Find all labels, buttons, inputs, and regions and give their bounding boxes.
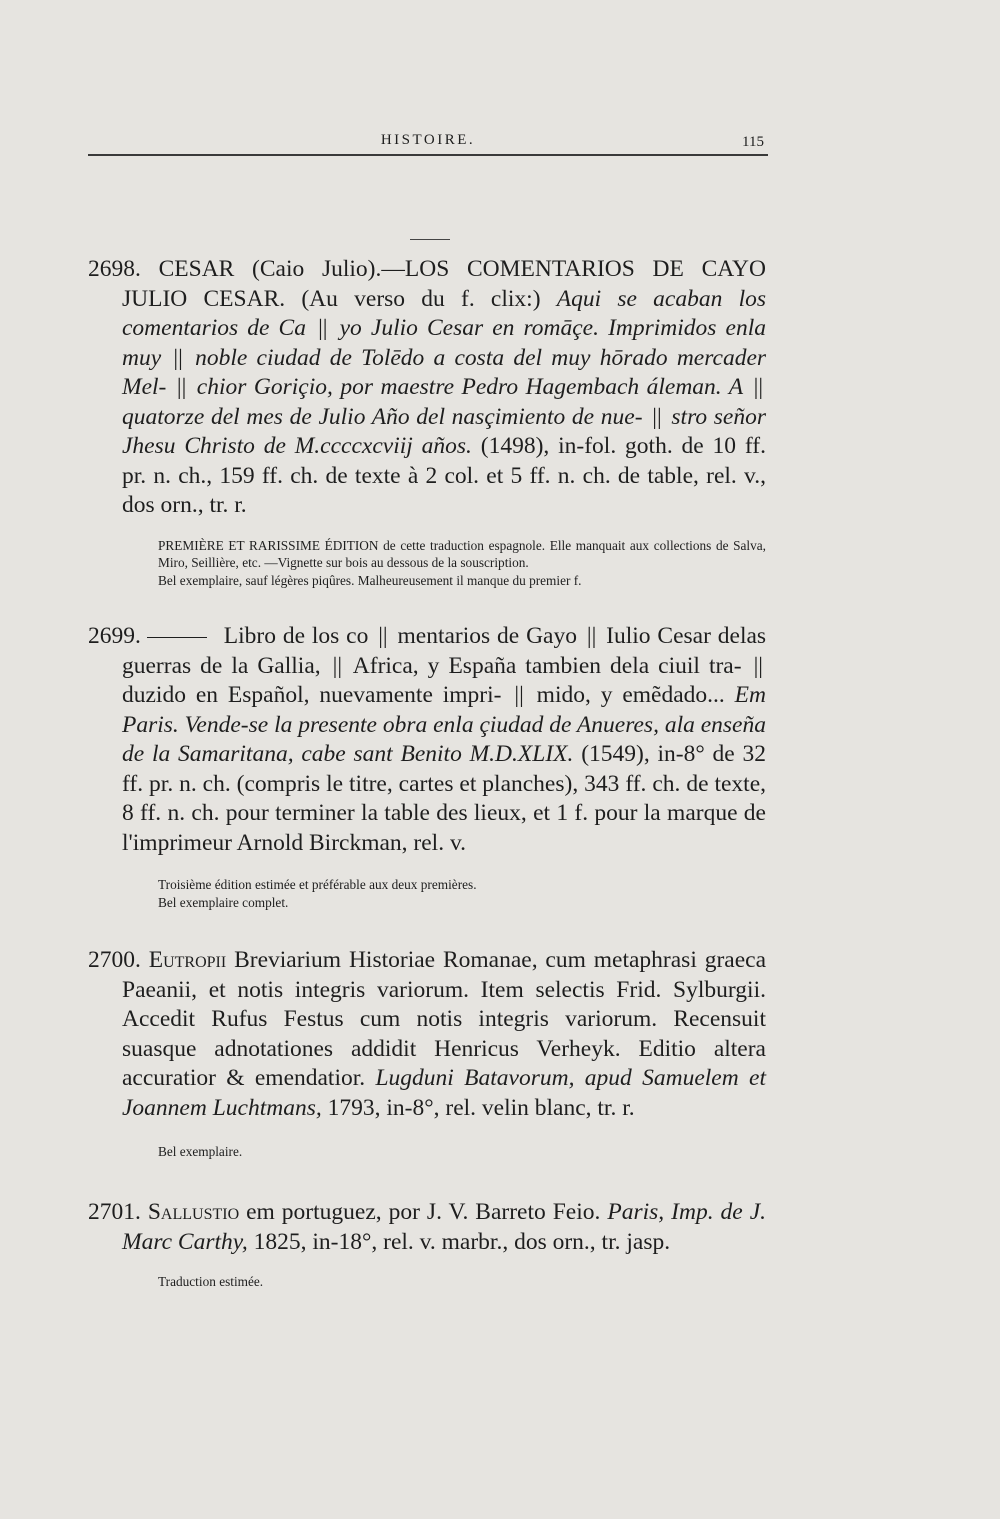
- line-separator: ||: [586, 623, 597, 649]
- colophon-italic: stro señor Jhesu Christo de M.ccccxcviij años.: [122, 403, 767, 459]
- line-separator: ||: [378, 623, 388, 649]
- entry-number: 2701.: [88, 1199, 141, 1225]
- colophon-italic: yo Julio Cesar en romāçe. Imprimidos enla muy: [122, 315, 767, 371]
- entry-title: LOS COMENTARIOS DE CAYO JULIO CESAR.: [122, 256, 767, 312]
- verso-note: (Au verso du f. clix:): [301, 285, 541, 312]
- colophon-italic: quatorze del mes de Julio Año del nasçimiento de nue-: [122, 403, 643, 430]
- imprint-italic: Em Paris. Vende-se la presente obra enla çiudad de Anueres, ala enseña de la Samaritana, cabe sant Benito M.D.XLIX.: [122, 682, 766, 767]
- note-line: Bel exemplaire complet.: [158, 894, 289, 910]
- section-divider: [410, 239, 450, 240]
- title-part: Libro de los co: [223, 623, 369, 649]
- note-line: PREMIÈRE ET RARISSIME ÉDITION de cette traduction espagnole. Elle manquait aux collections de Salva, Miro, Seillière, etc. —Vignette sur bois au dessous de la souscription.: [158, 537, 766, 570]
- note-line: Traduction estimée.: [158, 1274, 264, 1289]
- note-line: Bel exemplaire, sauf légères piqûres. Malheureusement il manque du premier f.: [158, 572, 582, 588]
- colophon-italic: noble ciudad de Tolēdo a costa del muy hōrado mercader Mel-: [122, 344, 767, 400]
- catalog-entry-2699: [88, 622, 767, 911]
- line-separator: ||: [753, 374, 764, 400]
- entry-author: CESAR (Caio Julio).: [158, 256, 382, 282]
- line-separator: ||: [173, 344, 183, 371]
- entry-title: Breviarium Historiae Romanae, cum metaphrasi graeca Paeanii, et notis integris variorum. Item selectis Frid. Sylburgii. Accedit Rufus Festus cum notis integris variorum. Recensuit suasque adnotationes addidit Henricus Verheyk. Editio altera accuratior & emendatior.: [122, 947, 766, 1091]
- line-separator: ||: [332, 652, 343, 679]
- title-part: Iulio Cesar delas guerras de la Gallia,: [122, 623, 767, 679]
- page-number: 115: [742, 134, 764, 150]
- catalog-entry-2698: [88, 255, 767, 589]
- note-line: Troisième édition estimée et préférable aux deux premières.: [158, 877, 477, 892]
- entry-number: 2699.: [88, 623, 141, 649]
- imprint-italic: Paris, Imp. de J. Marc Carthy,: [122, 1199, 767, 1255]
- running-head-title: HISTOIRE.: [380, 132, 476, 148]
- entry-author: Sallustio: [147, 1199, 240, 1225]
- collation: (1498), in-fol. goth. de 10 ff. pr. n. ch., 159 ff. ch. de texte à 2 col. et 5 ff. n. ch. de table, rel. v., dos orn., tr. r.: [122, 433, 767, 518]
- collation: (1549), in-8° de 32 ff. pr. n. ch. (compris le titre, cartes et planches), 343 ff. ch. de texte, 8 ff. n. ch. pour terminer la table des lieux, et 1 f. pour la marque de l'imprimeur Arnold Birckman, rel. v.: [122, 741, 767, 856]
- line-separator: ||: [514, 682, 524, 708]
- entry-text: [88, 1198, 767, 1257]
- imprint-italic: Lugduni Batavorum, apud Samuelem et Joannem Luchtmans,: [122, 1065, 766, 1121]
- entry-notes: [122, 537, 766, 590]
- header-rule: [88, 154, 768, 156]
- line-separator: ||: [176, 374, 187, 400]
- entry-number: 2698.: [88, 256, 141, 282]
- note-line: Bel exemplaire.: [158, 1144, 243, 1159]
- em-dash: —: [381, 256, 405, 282]
- entry-text: [88, 946, 766, 1123]
- entry-text: [88, 255, 767, 521]
- collation: 1793, in-8°, rel. velin blanc, tr. r.: [327, 1094, 635, 1121]
- title-part: mido, y emẽdado...: [536, 682, 725, 708]
- line-separator: ||: [652, 403, 662, 430]
- collation: 1825, in-18°, rel. v. marbr., dos orn., tr. jasp.: [253, 1228, 671, 1255]
- entry-notes: [122, 1143, 766, 1161]
- entry-author: Eutropii: [148, 947, 227, 973]
- title-part: duzido en Español, nuevamente impri-: [122, 682, 502, 708]
- colophon-italic: Aqui se acaban los comentarios de Ca: [122, 285, 766, 341]
- ditto-rule: [147, 637, 207, 638]
- entry-notes: [122, 876, 766, 911]
- catalog-entry-2700: [88, 946, 766, 1161]
- title-part: Africa, y España tambien dela ciuil tra-: [352, 652, 742, 679]
- line-separator: ||: [318, 315, 328, 341]
- entry-number: 2700.: [88, 947, 141, 973]
- entry-text: [88, 622, 767, 858]
- title-part: mentarios de Gayo: [397, 623, 577, 649]
- catalog-entry-2701: [88, 1198, 767, 1291]
- entry-title: em portuguez, por J. V. Barreto Feio.: [246, 1199, 601, 1225]
- entry-notes: [122, 1273, 766, 1291]
- colophon-italic: chior Goriçio, por maestre Pedro Hagembach áleman. A: [196, 374, 744, 400]
- running-head: [88, 132, 768, 156]
- line-separator: ||: [753, 652, 763, 679]
